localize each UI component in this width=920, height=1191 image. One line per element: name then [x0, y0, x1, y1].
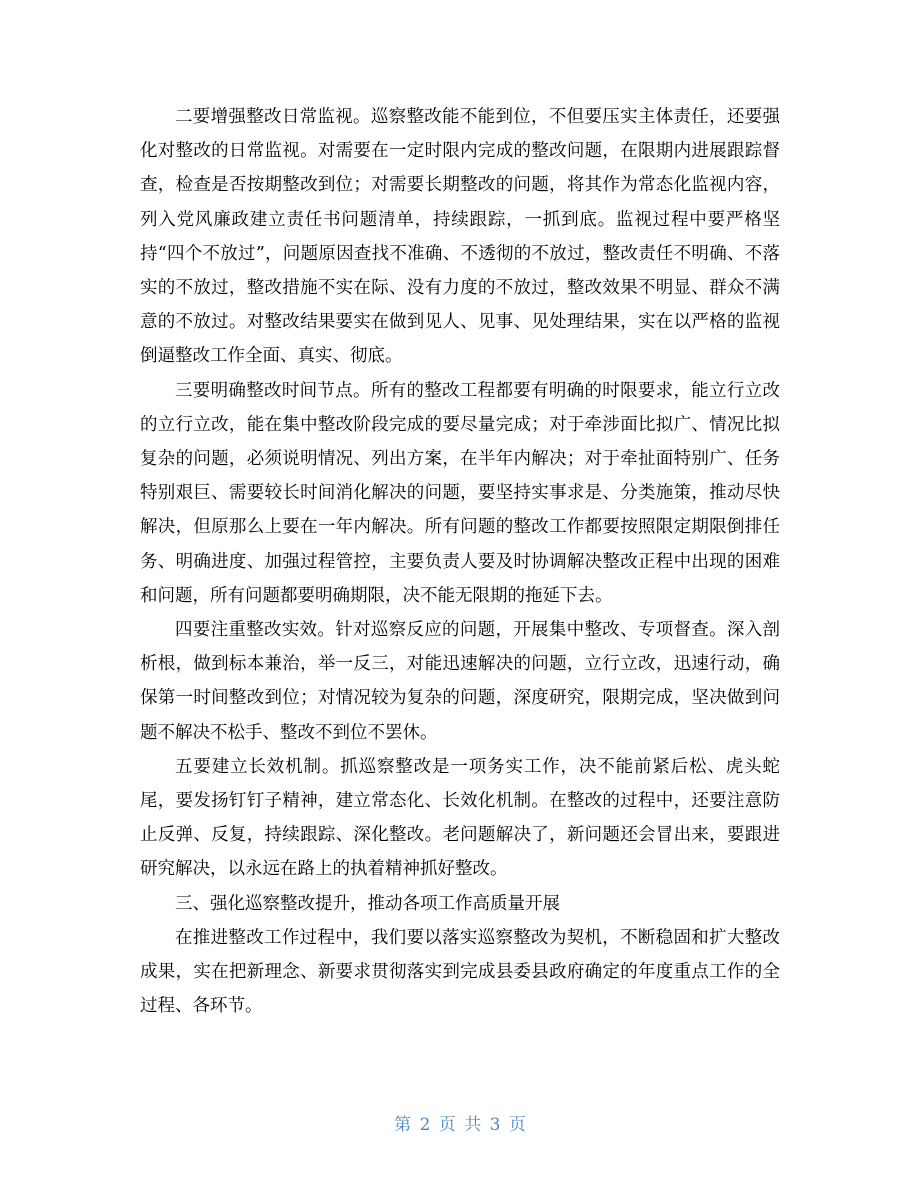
paragraph-supervision: 二要增强整改日常监视。巡察整改能不能到位，不但要压实主体责任，还要强化对整改的日常监视。对需要在一定时限内完成的整改问题，在限期内进展跟踪督查，检查是否按期整改到位；对需要长期整改的问题，将其作为常态化监视内容，列入党风廉政建立责任书问题清单，持续跟踪，一抓到底。监视过程中要严格坚持“四个不放过”，问题原因查找不准确、不透彻的不放过，整改责任不明确、不落实的不放过，整改措施不实在际、没有力度的不放过，整改效果不明显、群众不满意的不放过。对整改结果要实在做到见人、见事、见处理结果，实在以严格的监视倒逼整改工作全面、真实、彻底。: [140, 107, 780, 367]
paragraph-promote-work: 在推进整改工作过程中，我们要以落实巡察整改为契机，不断稳固和扩大整改成果，实在把新理念、新要求贯彻落实到完成县委县政府确定的年度重点工作的全过程、各环节。: [140, 927, 780, 1017]
page-number: 第 2 页 共 3 页: [394, 1115, 526, 1135]
paragraph-time-nodes: 三要明确整改时间节点。所有的整改工程都要有明确的时限要求，能立行立改的立行立改，能在集中整改阶段完成的要尽量完成；对于牵涉面比拟广、情况比拟复杂的问题，必须说明情况、列出方案，在半年内解决；对于牵扯面特别广、任务特别艰巨、需要较长时间消化解决的问题，要坚持实事求是、分类施策，推动尽快解决，但原那么上要在一年内解决。所有问题的整改工作都要按照限定期限倒排任务、明确进度、加强过程管控，主要负责人要及时协调解决整改正程中出现的困难和问题，所有问题都要明确期限，决不能无限期的拖延下去。: [140, 380, 780, 606]
section-heading: 三、强化巡察整改提升，推动各项工作高质量开展: [175, 893, 560, 914]
document-body: [140, 100, 780, 1023]
paragraph-effectiveness: 四要注重整改实效。针对巡察反应的问题，开展集中整改、专项督查。深入剖析根，做到标本兼治，举一反三，对能迅速解决的问题，立行立改，迅速行动，确保第一时间整改到位；对情况较为复杂的问题，深度研究，限期完成，坚决做到问题不解决不松手、整改不到位不罢休。: [140, 620, 780, 743]
paragraph-long-term-mechanism: 五要建立长效机制。抓巡察整改是一项务实工作，决不能前紧后松、虎头蛇尾，要发扬钉钉子精神，建立常态化、长效化机制。在整改的过程中，还要注意防止反弹、反复，持续跟踪、深化整改。老问题解决了，新问题还会冒出来，要跟进研究解决，以永远在路上的执着精神抓好整改。: [140, 756, 780, 880]
